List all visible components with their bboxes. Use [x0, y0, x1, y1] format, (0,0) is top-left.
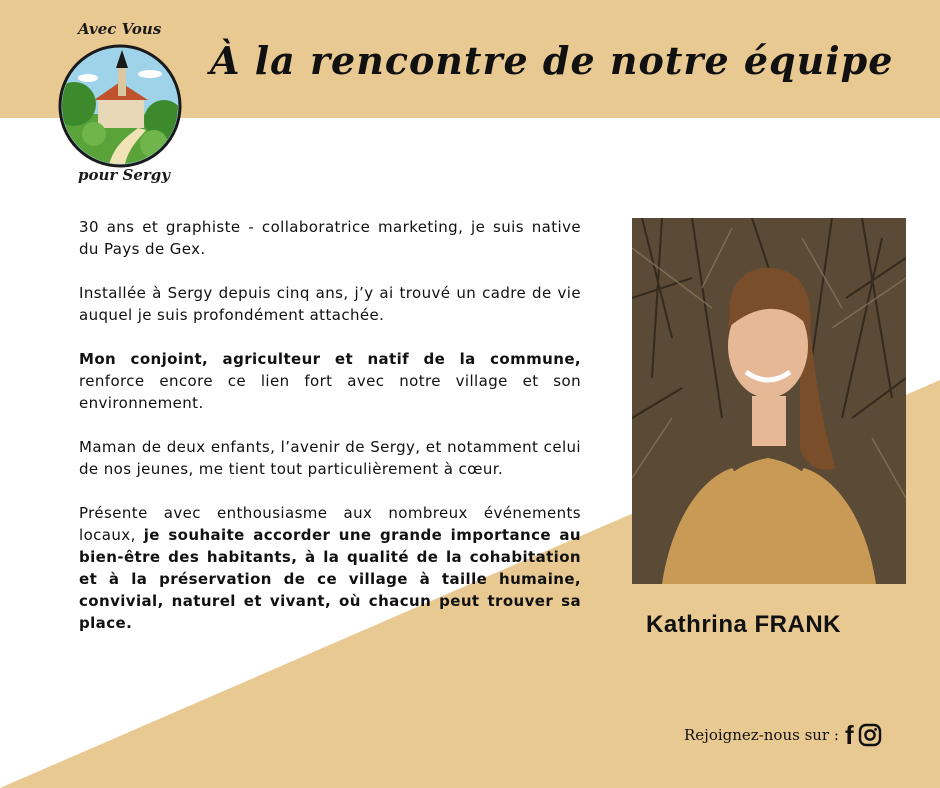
person-name: Kathrina FRANK — [646, 611, 842, 638]
bio-paragraph-5 — [79, 502, 581, 634]
bio-paragraph-5-bold: je souhaite accorder une grande importance au bien-être des habitants, à la qualité de la cohabitation et à la préservation de ce village à taille humaine, convivial, naturel et vivant, où chacun peut trouver sa place. — [79, 526, 581, 632]
facebook-icon[interactable]: f — [844, 720, 854, 750]
bio-paragraph-3 — [79, 348, 581, 414]
bio-paragraph-4: Maman de deux enfants, l’avenir de Sergy, et notamment celui de nos jeunes, me tient tout particulièrement à cœur. — [79, 438, 581, 478]
village-illustration-icon — [58, 44, 182, 168]
social-footer — [684, 722, 882, 748]
page-title: À la rencontre de notre équipe — [210, 38, 894, 83]
bio-paragraph-2: Installée à Sergy depuis cinq ans, j’y ai trouvé un cadre de vie auquel je suis profondément attachée. — [79, 284, 581, 324]
logo-bottom-text: pour Sergy — [78, 166, 171, 184]
portrait-photo — [632, 218, 906, 584]
logo — [52, 14, 192, 194]
bio-paragraph-3-rest: renforce encore ce lien fort avec notre village et son environnement. — [79, 372, 581, 412]
instagram-icon[interactable] — [858, 723, 882, 747]
bio-paragraph-3-bold: Mon conjoint, agriculteur et natif de la commune, — [79, 350, 581, 368]
footer-label: Rejoignez-nous sur : — [684, 726, 839, 744]
biography — [79, 216, 581, 656]
bio-paragraph-1: 30 ans et graphiste - collaboratrice marketing, je suis native du Pays de Gex. — [79, 218, 581, 258]
logo-top-text: Avec Vous — [78, 20, 162, 38]
bio-paragraph-5-start: Présente avec enthousiasme aux nombreux événements locaux, — [79, 504, 581, 544]
